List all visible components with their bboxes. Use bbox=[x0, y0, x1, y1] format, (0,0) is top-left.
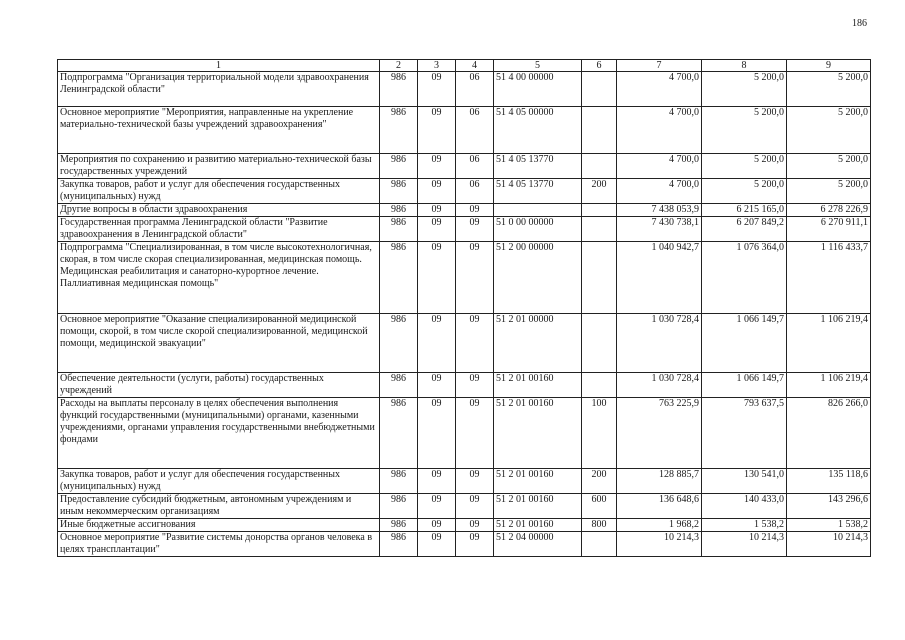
amount-year-1-cell: 1 030 728,4 bbox=[617, 373, 702, 398]
row-name-cell: Государственная программа Ленинградской области "Развитие здравоохранения в Ленинградской области" bbox=[58, 217, 380, 242]
amount-year-3-cell: 6 270 911,1 bbox=[787, 217, 871, 242]
amount-year-1-cell: 1 968,2 bbox=[617, 519, 702, 532]
target-article-code-cell: 51 2 01 00160 bbox=[494, 398, 582, 469]
amount-year-2-cell: 5 200,0 bbox=[702, 179, 787, 204]
section-code-cell: 09 bbox=[418, 154, 456, 179]
expense-type-code-cell bbox=[582, 314, 617, 373]
row-name-cell: Подпрограмма "Специализированная, в том числе высокотехнологичная, скорая, в том числе скорая специализированная, медицинская помощь. Медицинская реабилитация и санаторно-курортное лечение. Паллиативная медицинская помощь" bbox=[58, 242, 380, 314]
ministry-code-cell: 986 bbox=[380, 469, 418, 494]
amount-year-2-cell: 1 538,2 bbox=[702, 519, 787, 532]
row-name-cell: Предоставление субсидий бюджетным, автономным учреждениям и иным некоммерческим организациям bbox=[58, 494, 380, 519]
ministry-code-cell: 986 bbox=[380, 242, 418, 314]
amount-year-3-cell: 5 200,0 bbox=[787, 107, 871, 154]
subsection-code-cell: 09 bbox=[456, 242, 494, 314]
ministry-code-cell: 986 bbox=[380, 154, 418, 179]
amount-year-1-cell: 4 700,0 bbox=[617, 154, 702, 179]
target-article-code-cell: 51 0 00 00000 bbox=[494, 217, 582, 242]
amount-year-2-cell: 5 200,0 bbox=[702, 72, 787, 107]
expense-type-code-cell bbox=[582, 154, 617, 179]
row-name-cell: Обеспечение деятельности (услуги, работы) государственных учреждений bbox=[58, 373, 380, 398]
amount-year-3-cell: 143 296,6 bbox=[787, 494, 871, 519]
amount-year-1-cell: 136 648,6 bbox=[617, 494, 702, 519]
amount-year-1-cell: 1 040 942,7 bbox=[617, 242, 702, 314]
subsection-code-cell: 09 bbox=[456, 204, 494, 217]
column-header: 7 bbox=[617, 60, 702, 72]
row-name-cell: Закупка товаров, работ и услуг для обеспечения государственных (муниципальных) нужд bbox=[58, 179, 380, 204]
column-header: 5 bbox=[494, 60, 582, 72]
row-name-cell: Закупка товаров, работ и услуг для обеспечения государственных (муниципальных) нужд bbox=[58, 469, 380, 494]
amount-year-1-cell: 763 225,9 bbox=[617, 398, 702, 469]
expense-type-code-cell bbox=[582, 217, 617, 242]
section-code-cell: 09 bbox=[418, 519, 456, 532]
subsection-code-cell: 09 bbox=[456, 519, 494, 532]
amount-year-2-cell: 6 207 849,2 bbox=[702, 217, 787, 242]
expense-type-code-cell: 100 bbox=[582, 398, 617, 469]
ministry-code-cell: 986 bbox=[380, 494, 418, 519]
table-row bbox=[58, 373, 871, 398]
table-row bbox=[58, 72, 871, 107]
amount-year-1-cell: 7 438 053,9 bbox=[617, 204, 702, 217]
section-code-cell: 09 bbox=[418, 469, 456, 494]
section-code-cell: 09 bbox=[418, 494, 456, 519]
amount-year-1-cell: 128 885,7 bbox=[617, 469, 702, 494]
page-number: 186 bbox=[852, 18, 867, 29]
section-code-cell: 09 bbox=[418, 217, 456, 242]
section-code-cell: 09 bbox=[418, 398, 456, 469]
amount-year-3-cell: 1 538,2 bbox=[787, 519, 871, 532]
amount-year-3-cell: 135 118,6 bbox=[787, 469, 871, 494]
target-article-code-cell: 51 2 01 00160 bbox=[494, 519, 582, 532]
amount-year-2-cell: 140 433,0 bbox=[702, 494, 787, 519]
target-article-code-cell: 51 4 05 13770 bbox=[494, 179, 582, 204]
table-row bbox=[58, 154, 871, 179]
amount-year-2-cell: 130 541,0 bbox=[702, 469, 787, 494]
subsection-code-cell: 06 bbox=[456, 154, 494, 179]
subsection-code-cell: 09 bbox=[456, 532, 494, 557]
amount-year-1-cell: 10 214,3 bbox=[617, 532, 702, 557]
target-article-code-cell: 51 2 01 00160 bbox=[494, 494, 582, 519]
amount-year-3-cell: 6 278 226,9 bbox=[787, 204, 871, 217]
target-article-code-cell: 51 2 01 00160 bbox=[494, 373, 582, 398]
ministry-code-cell: 986 bbox=[380, 532, 418, 557]
ministry-code-cell: 986 bbox=[380, 72, 418, 107]
ministry-code-cell: 986 bbox=[380, 107, 418, 154]
amount-year-1-cell: 4 700,0 bbox=[617, 72, 702, 107]
section-code-cell: 09 bbox=[418, 204, 456, 217]
amount-year-3-cell: 5 200,0 bbox=[787, 72, 871, 107]
subsection-code-cell: 09 bbox=[456, 494, 494, 519]
amount-year-2-cell: 1 076 364,0 bbox=[702, 242, 787, 314]
expense-type-code-cell bbox=[582, 107, 617, 154]
table-row bbox=[58, 398, 871, 469]
subsection-code-cell: 09 bbox=[456, 314, 494, 373]
expense-type-code-cell bbox=[582, 373, 617, 398]
section-code-cell: 09 bbox=[418, 107, 456, 154]
amount-year-1-cell: 4 700,0 bbox=[617, 107, 702, 154]
table-row bbox=[58, 314, 871, 373]
amount-year-3-cell: 5 200,0 bbox=[787, 154, 871, 179]
amount-year-2-cell: 793 637,5 bbox=[702, 398, 787, 469]
subsection-code-cell: 09 bbox=[456, 469, 494, 494]
amount-year-2-cell: 1 066 149,7 bbox=[702, 373, 787, 398]
amount-year-1-cell: 7 430 738,1 bbox=[617, 217, 702, 242]
row-name-cell: Иные бюджетные ассигнования bbox=[58, 519, 380, 532]
expense-type-code-cell: 200 bbox=[582, 179, 617, 204]
table-row bbox=[58, 242, 871, 314]
amount-year-2-cell: 10 214,3 bbox=[702, 532, 787, 557]
row-name-cell: Основное мероприятие "Развитие системы донорства органов человека в целях трансплантации" bbox=[58, 532, 380, 557]
section-code-cell: 09 bbox=[418, 532, 456, 557]
amount-year-3-cell: 826 266,0 bbox=[787, 398, 871, 469]
column-header: 9 bbox=[787, 60, 871, 72]
amount-year-1-cell: 1 030 728,4 bbox=[617, 314, 702, 373]
section-code-cell: 09 bbox=[418, 314, 456, 373]
amount-year-2-cell: 6 215 165,0 bbox=[702, 204, 787, 217]
section-code-cell: 09 bbox=[418, 179, 456, 204]
target-article-code-cell: 51 2 01 00160 bbox=[494, 469, 582, 494]
table-row bbox=[58, 204, 871, 217]
section-code-cell: 09 bbox=[418, 242, 456, 314]
ministry-code-cell: 986 bbox=[380, 398, 418, 469]
subsection-code-cell: 09 bbox=[456, 373, 494, 398]
column-header: 4 bbox=[456, 60, 494, 72]
subsection-code-cell: 06 bbox=[456, 72, 494, 107]
target-article-code-cell: 51 2 00 00000 bbox=[494, 242, 582, 314]
column-header: 2 bbox=[380, 60, 418, 72]
ministry-code-cell: 986 bbox=[380, 217, 418, 242]
target-article-code-cell: 51 4 05 00000 bbox=[494, 107, 582, 154]
amount-year-3-cell: 10 214,3 bbox=[787, 532, 871, 557]
row-name-cell: Расходы на выплаты персоналу в целях обеспечения выполнения функций государственными (муниципальными) органами, казенными учреждениями, органами управления государственными внебюджетными фондами bbox=[58, 398, 380, 469]
amount-year-3-cell: 1 116 433,7 bbox=[787, 242, 871, 314]
column-header: 8 bbox=[702, 60, 787, 72]
table-row bbox=[58, 519, 871, 532]
expense-type-code-cell: 600 bbox=[582, 494, 617, 519]
subsection-code-cell: 09 bbox=[456, 398, 494, 469]
section-code-cell: 09 bbox=[418, 373, 456, 398]
amount-year-2-cell: 5 200,0 bbox=[702, 154, 787, 179]
amount-year-1-cell: 4 700,0 bbox=[617, 179, 702, 204]
section-code-cell: 09 bbox=[418, 72, 456, 107]
subsection-code-cell: 09 bbox=[456, 217, 494, 242]
amount-year-2-cell: 5 200,0 bbox=[702, 107, 787, 154]
table-row bbox=[58, 107, 871, 154]
subsection-code-cell: 06 bbox=[456, 179, 494, 204]
table-row bbox=[58, 532, 871, 557]
target-article-code-cell: 51 4 05 13770 bbox=[494, 154, 582, 179]
ministry-code-cell: 986 bbox=[380, 373, 418, 398]
expense-type-code-cell: 200 bbox=[582, 469, 617, 494]
ministry-code-cell: 986 bbox=[380, 519, 418, 532]
row-name-cell: Другие вопросы в области здравоохранения bbox=[58, 204, 380, 217]
budget-table bbox=[57, 59, 871, 557]
expense-type-code-cell bbox=[582, 72, 617, 107]
column-header: 3 bbox=[418, 60, 456, 72]
row-name-cell: Основное мероприятие "Оказание специализированной медицинской помощи, скорой, в том числе скорой специализированной, медицинской помощи, медицинской эвакуации" bbox=[58, 314, 380, 373]
ministry-code-cell: 986 bbox=[380, 204, 418, 217]
table-row bbox=[58, 217, 871, 242]
table-row bbox=[58, 179, 871, 204]
ministry-code-cell: 986 bbox=[380, 179, 418, 204]
expense-type-code-cell bbox=[582, 242, 617, 314]
expense-type-code-cell bbox=[582, 532, 617, 557]
table-row bbox=[58, 469, 871, 494]
amount-year-3-cell: 1 106 219,4 bbox=[787, 314, 871, 373]
target-article-code-cell: 51 4 00 00000 bbox=[494, 72, 582, 107]
amount-year-3-cell: 5 200,0 bbox=[787, 179, 871, 204]
amount-year-2-cell: 1 066 149,7 bbox=[702, 314, 787, 373]
target-article-code-cell: 51 2 01 00000 bbox=[494, 314, 582, 373]
row-name-cell: Подпрограмма "Организация территориальной модели здравоохранения Ленинградской области" bbox=[58, 72, 380, 107]
amount-year-3-cell: 1 106 219,4 bbox=[787, 373, 871, 398]
table-row bbox=[58, 494, 871, 519]
column-header: 6 bbox=[582, 60, 617, 72]
row-name-cell: Мероприятия по сохранению и развитию материально-технической базы государственных учреждений bbox=[58, 154, 380, 179]
expense-type-code-cell bbox=[582, 204, 617, 217]
target-article-code-cell bbox=[494, 204, 582, 217]
row-name-cell: Основное мероприятие "Мероприятия, направленные на укрепление материально-технической базы учреждений здравоохранения" bbox=[58, 107, 380, 154]
ministry-code-cell: 986 bbox=[380, 314, 418, 373]
column-header: 1 bbox=[58, 60, 380, 72]
target-article-code-cell: 51 2 04 00000 bbox=[494, 532, 582, 557]
table-header-row bbox=[58, 60, 871, 72]
expense-type-code-cell: 800 bbox=[582, 519, 617, 532]
subsection-code-cell: 06 bbox=[456, 107, 494, 154]
